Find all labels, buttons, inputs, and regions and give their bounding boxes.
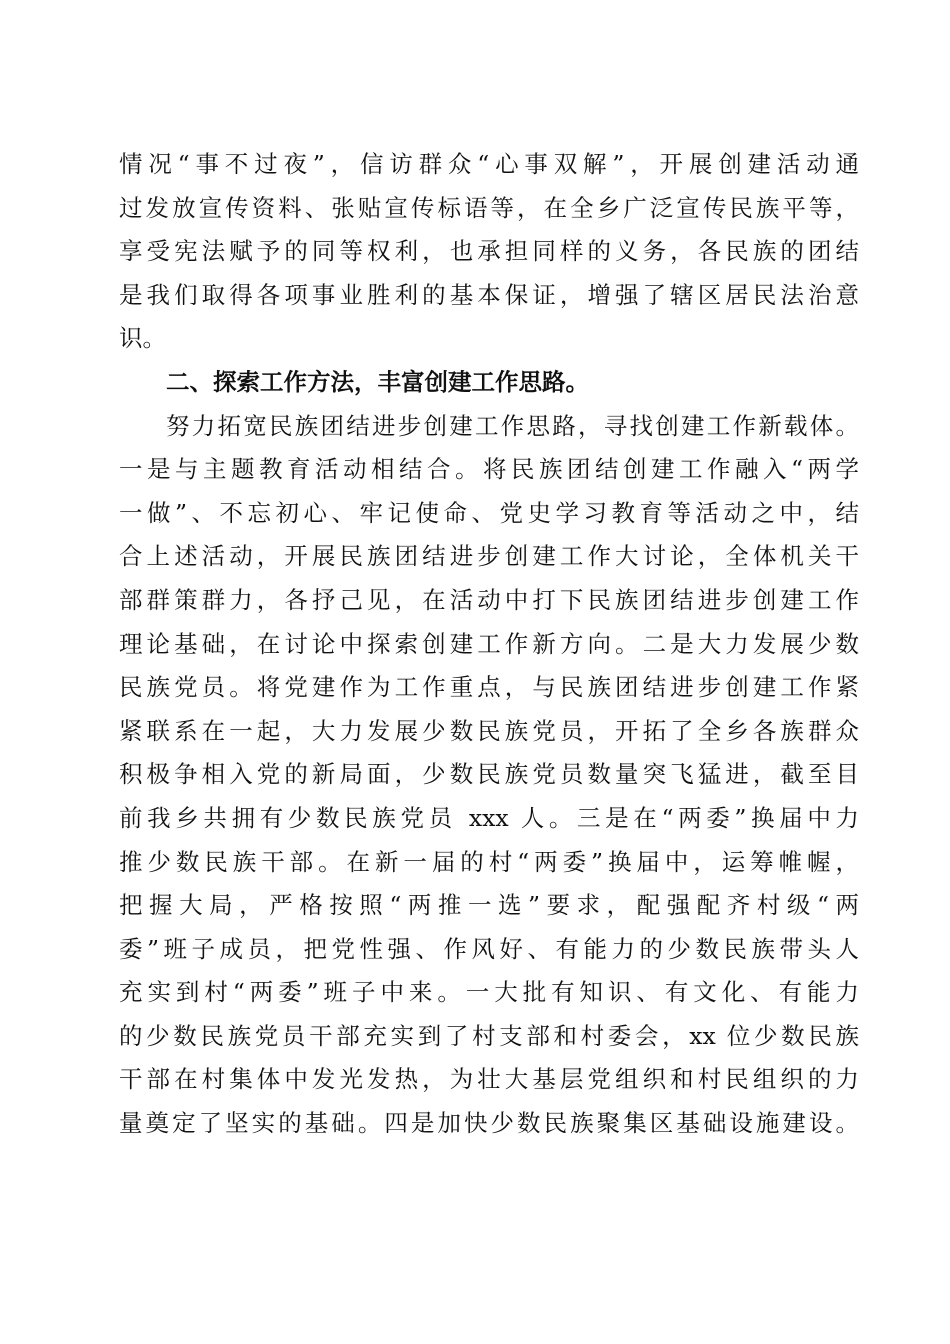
paragraph-line: 享受宪法赋予的同等权利，也承担同样的义务，各民族的团结 xyxy=(119,237,859,266)
paragraph-line: 是我们取得各项事业胜利的基本保证，增强了辖区居民法治意 xyxy=(119,280,859,309)
paragraph-line: 积极争相入党的新局面，少数民族党员数量突飞猛进，截至目 xyxy=(119,760,859,789)
paragraph-line: 理论基础，在讨论中探索创建工作新方向。二是大力发展少数 xyxy=(119,629,859,658)
paragraph-line: 量奠定了坚实的基础。四是加快少数民族聚集区基础设施建设。 xyxy=(119,1109,859,1138)
paragraph-line: 委”班子成员，把党性强、作风好、有能力的少数民族带头人 xyxy=(119,934,859,963)
document-body xyxy=(119,143,859,1146)
paragraph-line: 过发放宣传资料、张贴宣传标语等，在全乡广泛宣传民族平等， xyxy=(119,193,859,222)
paragraph-line: 把握大局，严格按照“两推一选”要求，配强配齐村级“两 xyxy=(119,891,859,920)
paragraph-line: 推少数民族干部。在新一届的村“两委”换届中，运筹帷幄， xyxy=(119,847,859,876)
paragraph-line: 合上述活动，开展民族团结进步创建工作大讨论，全体机关干 xyxy=(119,542,859,571)
paragraph-line: 识。 xyxy=(119,324,166,353)
paragraph-line: 情况“事不过夜”，信访群众“心事双解”，开展创建活动通 xyxy=(119,150,859,178)
paragraph-line: 一是与主题教育活动相结合。将民族团结创建工作融入“两学 xyxy=(119,455,859,484)
paragraph-line: 努力拓宽民族团结进步创建工作思路，寻找创建工作新载体。 xyxy=(166,411,859,440)
paragraph-line: 一做”、不忘初心、牢记使命、党史学习教育等活动之中，结 xyxy=(119,498,859,527)
paragraph-line: 的少数民族党员干部充实到了村支部和村委会，xx 位少数民族 xyxy=(119,1021,859,1050)
paragraph-line: 干部在村集体中发光发热，为壮大基层党组织和村民组织的力 xyxy=(119,1065,859,1094)
paragraph-line: 民族党员。将党建作为工作重点，与民族团结进步创建工作紧 xyxy=(119,673,859,702)
paragraph-line: 紧联系在一起，大力发展少数民族党员，开拓了全乡各族群众 xyxy=(119,716,859,745)
section-heading: 二、探索工作方法，丰富创建工作思路。 xyxy=(166,367,589,396)
paragraph-line: 前我乡共拥有少数民族党员 xxx 人。三是在“两委”换届中力 xyxy=(119,803,859,832)
paragraph-line: 充实到村“两委”班子中来。一大批有知识、有文化、有能力 xyxy=(119,978,859,1007)
paragraph-line: 部群策群力，各抒己见，在活动中打下民族团结进步创建工作 xyxy=(119,585,859,614)
